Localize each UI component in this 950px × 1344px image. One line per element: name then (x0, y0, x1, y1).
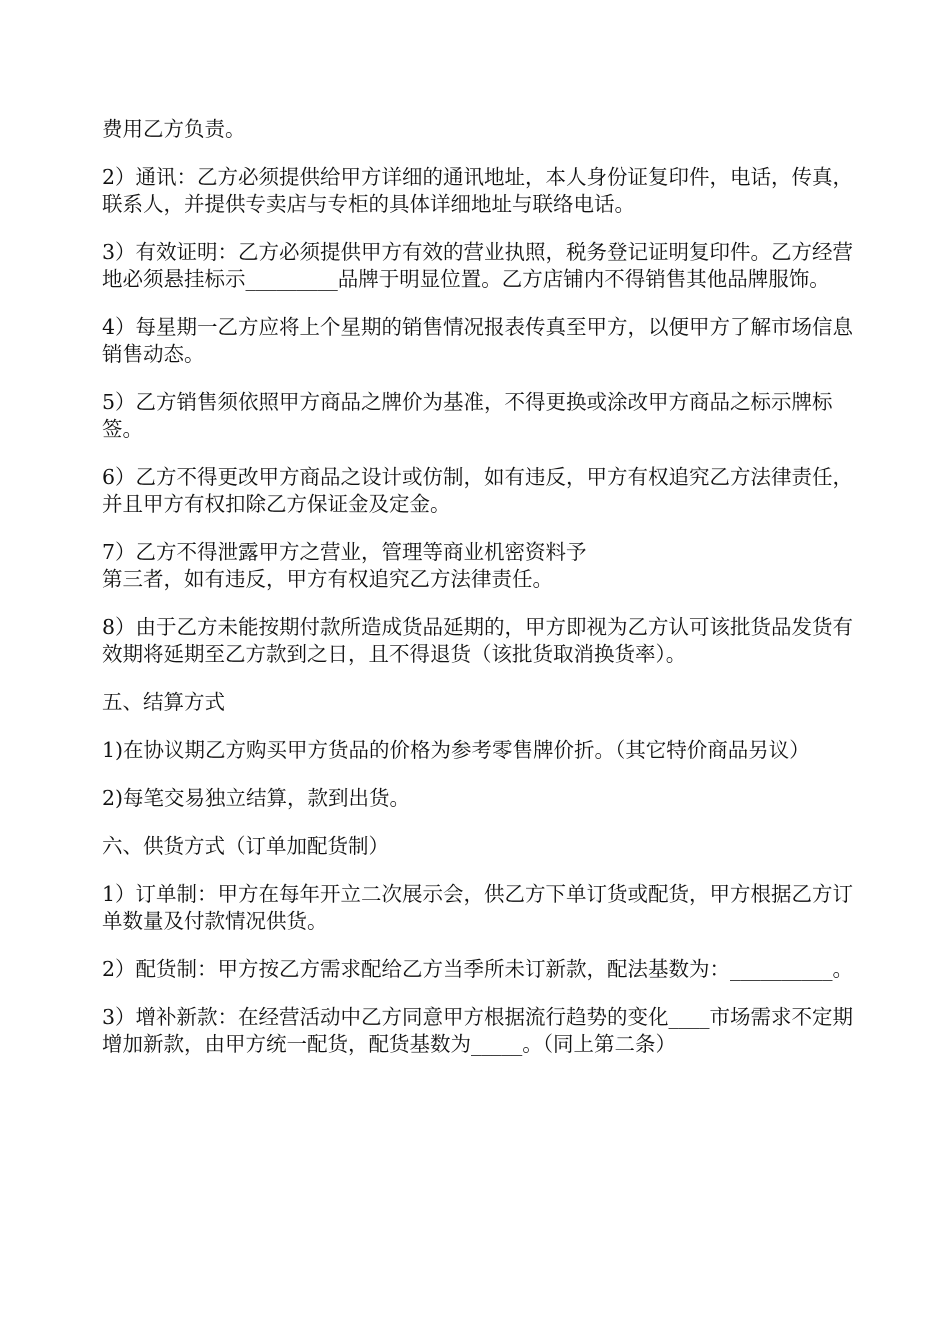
paragraph-settlement-per-transaction: 2)每笔交易独立结算，款到出货。 (102, 786, 411, 810)
paragraph-order-system: 1）订单制：甲方在每年开立二次展示会，供乙方下单订货或配货，甲方根据乙方订单数量及付款情况供货。 (102, 882, 854, 933)
paragraph-valid-certificate: 3）有效证明：乙方必须提供甲方有效的营业执照，税务登记证明复印件。乙方经营地必须悬挂标示_________品牌于明显位置。乙方店铺内不得销售其他品牌服饰。 (102, 240, 854, 291)
paragraph-pricing-rule: 5）乙方销售须依照甲方商品之牌价为基准，不得更换或涂改甲方商品之标示牌标签。 (102, 390, 833, 441)
section-heading-settlement: 五、结算方式 (102, 690, 225, 714)
paragraph-allocation-system: 2）配货制：甲方按乙方需求配给乙方当季所未订新款，配法基数为：__________。 (102, 957, 854, 981)
paragraph-communication: 2）通讯：乙方必须提供给甲方详细的通讯地址，本人身份证复印件，电话，传真，联系人，并提供专卖店与专柜的具体详细地址与联络电话。 (102, 165, 854, 216)
paragraph-weekly-report: 4）每星期一乙方应将上个星期的销售情况报表传真至甲方，以便甲方了解市场信息销售动态。 (102, 315, 854, 366)
paragraph-no-imitation: 6）乙方不得更改甲方商品之设计或仿制，如有违反，甲方有权追究乙方法律责任，并且甲方有权扣除乙方保证金及定金。 (102, 465, 854, 516)
paragraph-late-payment: 8）由于乙方未能按期付款所造成货品延期的，甲方即视为乙方认可该批货品发货有效期将延期至乙方款到之日，且不得退货（该批货取消换货率）。 (102, 615, 854, 666)
paragraph-confidentiality: 7）乙方不得泄露甲方之营业，管理等商业机密资料予 第三者，如有违反，甲方有权追究乙方法律责任。 (102, 540, 587, 591)
section-heading-supply: 六、供货方式（订单加配货制） (102, 834, 389, 858)
paragraph-settlement-price: 1)在协议期乙方购买甲方货品的价格为参考零售牌价折。（其它特价商品另议） (102, 738, 810, 762)
paragraph-new-styles: 3）增补新款：在经营活动中乙方同意甲方根据流行趋势的变化____市场需求不定期增加新款，由甲方统一配货，配货基数为_____。（同上第二条） (102, 1005, 854, 1056)
document-body (102, 116, 854, 1079)
paragraph-fee-responsibility: 费用乙方负责。 (102, 117, 246, 141)
